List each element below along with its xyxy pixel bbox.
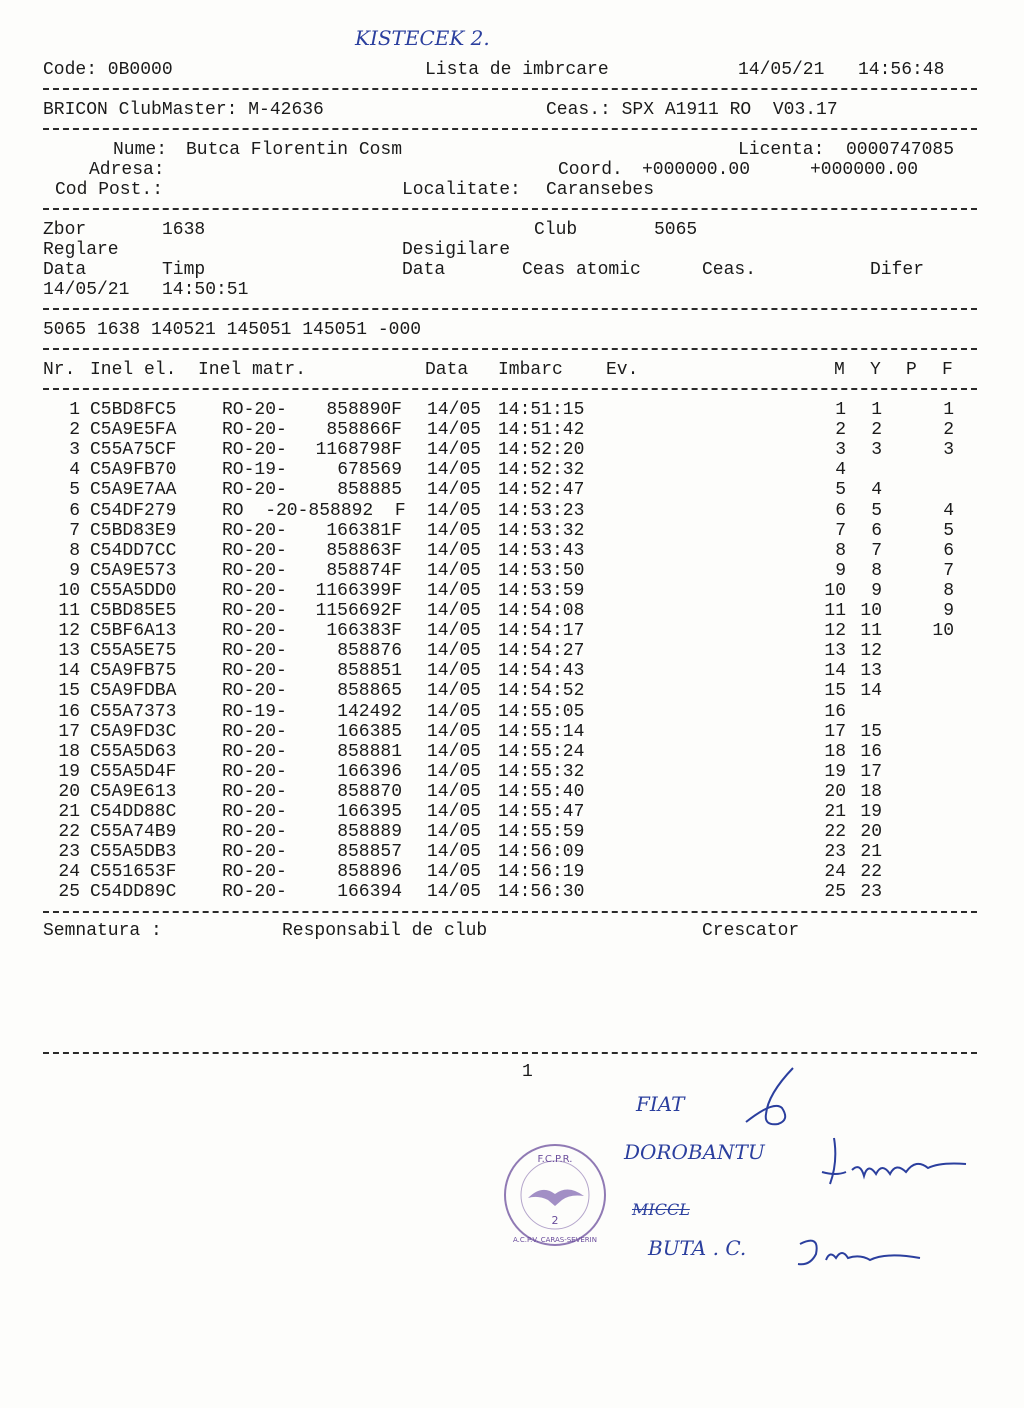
row-prefix: RO-20- [222, 440, 287, 461]
row-f: 3 [943, 440, 954, 461]
row-prefix: RO-20- [222, 560, 287, 581]
row-nr: 14 [58, 661, 80, 682]
row-inel-el: C55A5D4F [90, 761, 177, 782]
row-time: 14:56:19 [498, 862, 585, 883]
signature-mark-1 [738, 1064, 798, 1134]
row-inel-el: C55A7373 [90, 701, 177, 722]
row-inel-matr: 858866F [326, 420, 402, 441]
row-time: 14:51:42 [498, 420, 585, 441]
nume-label: Nume: [113, 140, 168, 160]
row-time: 14:55:05 [498, 701, 585, 722]
col-imbarc: Imbarc [498, 360, 563, 380]
row-inel-el: C5A9FB70 [90, 460, 177, 481]
row-time: 14:52:47 [498, 480, 585, 501]
row-time: 14:54:17 [498, 621, 585, 642]
row-inel-el: C54DD7CC [90, 540, 177, 561]
signature-name-2: DOROBANTU [624, 1140, 765, 1164]
col-inel-el: Inel el. [90, 360, 177, 380]
row-y: 16 [860, 741, 882, 762]
row-data: 14/05 [427, 440, 482, 461]
row-nr: 6 [69, 500, 80, 521]
responsabil-label: Responsabil de club [282, 921, 488, 941]
reglare-data: 14/05/21 [43, 280, 130, 300]
row-data: 14/05 [427, 701, 482, 722]
col-nr: Nr. [43, 360, 76, 380]
row-inel-matr: 858889 [337, 822, 402, 843]
page-number: 1 [522, 1062, 533, 1082]
row-y: 3 [871, 440, 882, 461]
row-data: 14/05 [427, 601, 482, 621]
row-m: 11 [824, 601, 846, 621]
club-stamp [500, 1140, 610, 1250]
coord-y: +000000.00 [810, 160, 919, 180]
row-y: 15 [860, 721, 882, 742]
code-label: Code: 0B0000 [43, 60, 173, 80]
row-inel-el: C5BD83E9 [90, 520, 177, 541]
row-data: 14/05 [427, 520, 482, 541]
row-nr: 19 [58, 761, 80, 782]
row-m: 7 [835, 520, 846, 541]
divider [43, 1052, 977, 1054]
row-data: 14/05 [427, 460, 482, 481]
row-data: 14/05 [427, 661, 482, 682]
row-m: 14 [824, 661, 846, 682]
row-inel-matr: 858885 [337, 480, 402, 501]
row-data: 14/05 [427, 681, 482, 702]
row-m: 25 [824, 882, 846, 903]
row-inel-matr: 166396 [337, 761, 402, 782]
divider [43, 208, 977, 210]
row-inel-el: C5A9FDBA [90, 681, 177, 702]
desigilare-label: Desigilare [402, 240, 511, 260]
table-row [0, 480, 1024, 500]
row-data: 14/05 [427, 540, 482, 561]
row-inel-matr: 166395 [337, 802, 402, 822]
row-y: 20 [860, 822, 882, 843]
row-inel-el: C5A9E7AA [90, 480, 177, 501]
row-f: 2 [943, 420, 954, 441]
row-time: 14:54:08 [498, 601, 585, 621]
col-inel-matr: Inel matr. [198, 360, 307, 380]
col-data: Data [425, 360, 469, 380]
row-inel-matr: 1156692F [315, 601, 402, 621]
row-m: 13 [824, 641, 846, 662]
col-f: F [942, 360, 953, 380]
row-prefix: RO-20- [222, 781, 287, 802]
row-prefix: RO-20- [222, 741, 287, 762]
table-row [0, 501, 1024, 521]
row-data: 14/05 [427, 882, 482, 903]
club-label: Club [534, 220, 578, 240]
row-time: 14:55:47 [498, 802, 585, 822]
row-time: 14:54:52 [498, 681, 585, 702]
row-m: 1 [835, 400, 846, 420]
row-prefix: RO-20- [222, 661, 287, 682]
row-m: 21 [824, 802, 846, 822]
row-inel-el: C5A9E613 [90, 781, 177, 802]
licenta-label: Licenta: [738, 140, 825, 160]
semnatura-label: Semnatura : [43, 921, 162, 941]
divider [43, 128, 977, 130]
row-nr: 11 [58, 601, 80, 621]
row-inel-matr: 858870 [337, 781, 402, 802]
row-m: 3 [835, 440, 846, 461]
table-row [0, 440, 1024, 460]
row-inel-matr: 858876 [337, 641, 402, 662]
row-time: 14:53:59 [498, 580, 585, 601]
row-y: 9 [871, 580, 882, 601]
row-nr: 2 [69, 420, 80, 441]
data-label: Data [43, 260, 87, 280]
divider [43, 911, 977, 913]
row-nr: 23 [58, 842, 80, 863]
row-f: 4 [943, 500, 954, 521]
row-prefix: RO-20- [222, 580, 287, 601]
table-row [0, 782, 1024, 802]
table-row [0, 722, 1024, 742]
row-prefix: RO-20- [222, 400, 287, 420]
row-data: 14/05 [427, 621, 482, 642]
codpost-label: Cod Post.: [55, 180, 164, 200]
row-data: 14/05 [427, 580, 482, 601]
table-row [0, 862, 1024, 882]
licenta-value: 0000747085 [846, 140, 955, 160]
crescator-label: Crescator [702, 921, 800, 941]
localitate-value: Caransebes [546, 180, 655, 200]
row-time: 14:53:23 [498, 500, 585, 521]
row-inel-el: C5A9FB75 [90, 661, 177, 682]
table-row [0, 641, 1024, 661]
row-m: 18 [824, 741, 846, 762]
row-prefix: RO-20- [222, 621, 287, 642]
row-inel-matr: 858874F [326, 560, 402, 581]
header-time: 14:56:48 [858, 60, 945, 80]
row-data: 14/05 [427, 721, 482, 742]
table-row [0, 762, 1024, 782]
row-time: 14:52:20 [498, 440, 585, 461]
table-row [0, 621, 1024, 641]
col-p: P [906, 360, 917, 380]
table-row [0, 702, 1024, 722]
table-row [0, 822, 1024, 842]
header-date: 14/05/21 [738, 60, 825, 80]
ceas-label: Ceas. [702, 260, 757, 280]
row-prefix: RO-20- [222, 641, 287, 662]
row-nr: 7 [69, 520, 80, 541]
row-prefix: RO-20- [222, 822, 287, 843]
table-row [0, 742, 1024, 762]
pigeon-icon [528, 1189, 584, 1206]
col-y: Y [870, 360, 881, 380]
row-data: 14/05 [427, 802, 482, 822]
row-time: 14:55:32 [498, 761, 585, 782]
reglare-timp: 14:50:51 [162, 280, 249, 300]
row-inel-el: C5A9E5FA [90, 420, 177, 441]
row-m: 20 [824, 781, 846, 802]
reglare-label: Reglare [43, 240, 119, 260]
row-y: 6 [871, 520, 882, 541]
row-time: 14:54:27 [498, 641, 585, 662]
row-inel-matr: 858896 [337, 862, 402, 883]
row-prefix: RO-20- [222, 520, 287, 541]
row-nr: 10 [58, 580, 80, 601]
row-inel-matr: 858857 [337, 842, 402, 863]
row-nr: 12 [58, 621, 80, 642]
club-value: 5065 [654, 220, 698, 240]
row-y: 19 [860, 802, 882, 822]
row-nr: 25 [58, 882, 80, 903]
adresa-label: Adresa: [89, 160, 165, 180]
row-inel-matr: 678569 [337, 460, 402, 481]
row-nr: 9 [69, 560, 80, 581]
row-y: 21 [860, 842, 882, 863]
row-inel-matr: 166381F [326, 520, 402, 541]
row-prefix: RO-20- [222, 420, 287, 441]
row-inel-el: C55A5DB3 [90, 842, 177, 863]
table-row [0, 541, 1024, 561]
row-nr: 21 [58, 802, 80, 822]
row-inel-matr: 166385 [337, 721, 402, 742]
zbor-value: 1638 [162, 220, 206, 240]
row-f: 7 [943, 560, 954, 581]
row-inel-el: C54DF279 [90, 500, 177, 521]
row-y: 7 [871, 540, 882, 561]
row-inel-matr: 858890F [326, 400, 402, 420]
table-row [0, 400, 1024, 420]
row-m: 4 [835, 460, 846, 481]
table-row [0, 842, 1024, 862]
row-prefix: RO-20- [222, 882, 287, 903]
row-inel-matr: 858863F [326, 540, 402, 561]
table-row [0, 581, 1024, 601]
row-y: 22 [860, 862, 882, 883]
stamp-center: 2 [551, 1214, 559, 1227]
row-data: 14/05 [427, 560, 482, 581]
table-row [0, 802, 1024, 822]
row-inel-el: C55A75CF [90, 440, 177, 461]
row-prefix: RO-20- [222, 802, 287, 822]
row-y: 18 [860, 781, 882, 802]
row-f: 8 [943, 580, 954, 601]
divider [43, 88, 977, 90]
row-data: 14/05 [427, 862, 482, 883]
row-m: 2 [835, 420, 846, 441]
divider [43, 308, 977, 310]
row-f: 6 [943, 540, 954, 561]
row-inel-el: C55A5D63 [90, 741, 177, 762]
coord-x: +000000.00 [642, 160, 751, 180]
signature-mark-2 [816, 1132, 976, 1192]
row-time: 14:54:43 [498, 661, 585, 682]
row-prefix: RO-20- [222, 721, 287, 742]
document-title: Lista de imbrcare [425, 60, 609, 80]
row-m: 10 [824, 580, 846, 601]
row-data: 14/05 [427, 822, 482, 843]
row-nr: 24 [58, 862, 80, 883]
ceas-atomic-label: Ceas atomic [522, 260, 641, 280]
row-inel-matr: 858865 [337, 681, 402, 702]
row-m: 15 [824, 681, 846, 702]
row-y: 12 [860, 641, 882, 662]
table-row [0, 681, 1024, 701]
row-inel-el: C551653F [90, 862, 177, 883]
row-prefix: RO-20- [222, 601, 287, 621]
row-inel-el: C5A9E573 [90, 560, 177, 581]
row-nr: 1 [69, 400, 80, 420]
row-prefix: RO -20-858892 F [222, 500, 406, 521]
table-row [0, 601, 1024, 621]
row-f: 1 [943, 400, 954, 420]
row-time: 14:55:24 [498, 741, 585, 762]
row-inel-el: C5A9FD3C [90, 721, 177, 742]
row-inel-matr: 858881 [337, 741, 402, 762]
row-data: 14/05 [427, 741, 482, 762]
row-prefix: RO-20- [222, 842, 287, 863]
row-inel-el: C54DD88C [90, 802, 177, 822]
row-nr: 13 [58, 641, 80, 662]
row-data: 14/05 [427, 400, 482, 420]
zbor-label: Zbor [43, 220, 87, 240]
row-m: 17 [824, 721, 846, 742]
row-nr: 5 [69, 480, 80, 501]
row-prefix: RO-20- [222, 480, 287, 501]
row-inel-matr: 1168798F [315, 440, 402, 461]
row-f: 5 [943, 520, 954, 541]
row-nr: 17 [58, 721, 80, 742]
divider [43, 348, 977, 350]
localitate-label: Localitate: [402, 180, 521, 200]
row-data: 14/05 [427, 420, 482, 441]
row-inel-el: C54DD89C [90, 882, 177, 903]
row-inel-el: C55A5DD0 [90, 580, 177, 601]
col-ev: Ev. [606, 360, 639, 380]
timp-label: Timp [162, 260, 206, 280]
row-y: 1 [871, 400, 882, 420]
row-nr: 18 [58, 741, 80, 762]
row-prefix: RO-20- [222, 761, 287, 782]
row-inel-el: C5BF6A13 [90, 621, 177, 642]
row-data: 14/05 [427, 480, 482, 501]
table-row [0, 460, 1024, 480]
clock-info: Ceas.: SPX A1911 RO V03.17 [546, 100, 838, 120]
row-m: 5 [835, 480, 846, 501]
handwritten-note: KISTECEK 2. [355, 26, 490, 50]
row-nr: 4 [69, 460, 80, 481]
row-nr: 20 [58, 781, 80, 802]
row-f: 10 [932, 621, 954, 642]
row-inel-el: C55A74B9 [90, 822, 177, 843]
row-data: 14/05 [427, 641, 482, 662]
row-y: 8 [871, 560, 882, 581]
row-inel-matr: 166383F [326, 621, 402, 642]
row-inel-matr: 142492 [337, 701, 402, 722]
row-inel-el: C55A5E75 [90, 641, 177, 662]
table-row [0, 882, 1024, 902]
row-m: 24 [824, 862, 846, 883]
coord-label: Coord. [558, 160, 623, 180]
row-inel-el: C5BD8FC5 [90, 400, 177, 420]
signature-name-3: MICCL [632, 1200, 690, 1219]
row-time: 14:53:50 [498, 560, 585, 581]
data2-label: Data [402, 260, 446, 280]
row-nr: 3 [69, 440, 80, 461]
signature-name-4: BUTA . C. [648, 1236, 747, 1260]
row-y: 14 [860, 681, 882, 702]
row-y: 4 [871, 480, 882, 501]
row-time: 14:53:32 [498, 520, 585, 541]
row-time: 14:56:30 [498, 882, 585, 903]
row-m: 16 [824, 701, 846, 722]
row-m: 6 [835, 500, 846, 521]
row-time: 14:55:59 [498, 822, 585, 843]
table-row [0, 420, 1024, 440]
summary-line: 5065 1638 140521 145051 145051 -000 [43, 320, 422, 340]
row-y: 5 [871, 500, 882, 521]
row-time: 14:52:32 [498, 460, 585, 481]
owner-name: Butca Florentin Cosm [186, 140, 403, 160]
row-data: 14/05 [427, 781, 482, 802]
row-m: 9 [835, 560, 846, 581]
row-y: 17 [860, 761, 882, 782]
row-y: 10 [860, 601, 882, 621]
row-y: 11 [860, 621, 882, 642]
table-row [0, 661, 1024, 681]
row-time: 14:51:15 [498, 400, 585, 420]
row-nr: 8 [69, 540, 80, 561]
row-m: 8 [835, 540, 846, 561]
row-prefix: RO-19- [222, 460, 287, 481]
stamp-bottom: A.C.P.V. CARAS-SEVERIN [513, 1236, 597, 1244]
divider [43, 388, 977, 390]
row-y: 2 [871, 420, 882, 441]
difer-label: Difer [870, 260, 925, 280]
signature-name-1: FIAT [636, 1092, 685, 1116]
row-nr: 15 [58, 681, 80, 702]
row-nr: 22 [58, 822, 80, 843]
table-row [0, 521, 1024, 541]
row-m: 12 [824, 621, 846, 642]
row-prefix: RO-20- [222, 681, 287, 702]
signature-mark-4 [790, 1230, 930, 1280]
row-f: 9 [943, 601, 954, 621]
table-row [0, 561, 1024, 581]
row-data: 14/05 [427, 500, 482, 521]
row-prefix: RO-19- [222, 701, 287, 722]
row-time: 14:53:43 [498, 540, 585, 561]
row-prefix: RO-20- [222, 862, 287, 883]
row-time: 14:56:09 [498, 842, 585, 863]
row-y: 23 [860, 882, 882, 903]
row-inel-matr: 166394 [337, 882, 402, 903]
row-m: 19 [824, 761, 846, 782]
row-y: 13 [860, 661, 882, 682]
row-prefix: RO-20- [222, 540, 287, 561]
clubmaster-info: BRICON ClubMaster: M-42636 [43, 100, 324, 120]
row-time: 14:55:40 [498, 781, 585, 802]
row-data: 14/05 [427, 761, 482, 782]
row-m: 22 [824, 822, 846, 843]
col-m: M [834, 360, 845, 380]
row-data: 14/05 [427, 842, 482, 863]
stamp-top: F.C.P.R. [537, 1154, 573, 1165]
row-inel-el: C5BD85E5 [90, 601, 177, 621]
row-nr: 16 [58, 701, 80, 722]
row-m: 23 [824, 842, 846, 863]
row-inel-matr: 858851 [337, 661, 402, 682]
row-time: 14:55:14 [498, 721, 585, 742]
row-inel-matr: 1166399F [315, 580, 402, 601]
